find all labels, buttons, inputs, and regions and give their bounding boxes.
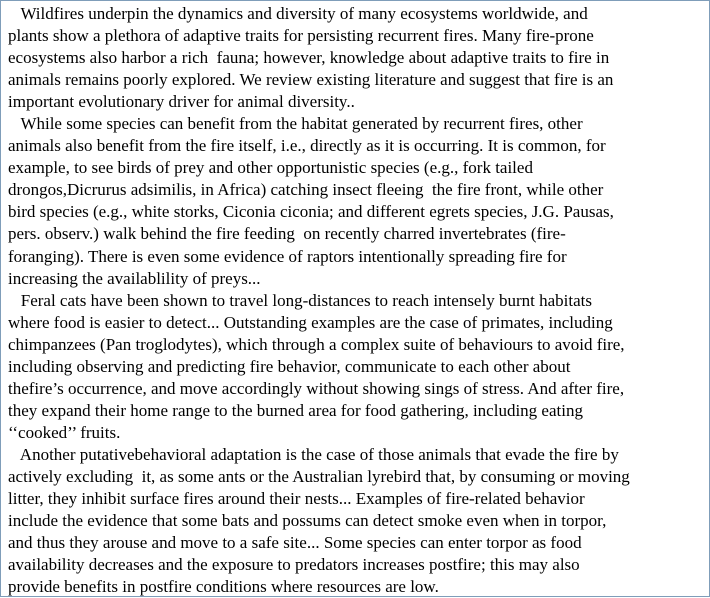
paragraph-3-line-4: including observing and predicting fire behavior, communicate to each other about [8, 356, 571, 376]
paragraph-4-line-2: actively excluding it, as some ants or the Australian lyrebird that, by consuming or moving [8, 466, 630, 486]
paragraph-4-line-3: litter, they inhibit surface fires around their nests... Examples of fire-related behavior [8, 489, 585, 509]
paragraph-3-line-5: thefire’s occurrence, and move accordingly without showing sings of stress. And after fire, [8, 378, 625, 398]
paragraph-4-line-6: availability decreases and the exposure to predators increases postfire; this may also [8, 555, 580, 575]
paragraph-1-line-5: important evolutionary driver for animal diversity.. [8, 92, 355, 112]
paragraph-2-line-4: drongos,Dicrurus adsimilis, in Africa) catching insect fleeing the fire front, while other [8, 180, 604, 200]
paragraph-4-line-7: provide benefits in postfire conditions where resources are low. [8, 577, 439, 597]
paragraph-1-line-4: animals remains poorly explored. We review existing literature and suggest that fire is an [8, 70, 614, 90]
paragraph-3-line-3: chimpanzees (Pan troglodytes), which through a complex suite of behaviours to avoid fire, [8, 334, 625, 354]
paragraph-4-line-5: and thus they arouse and move to a safe site... Some species can enter torpor as food [8, 533, 582, 553]
paragraph-2-line-5: bird species (e.g., white storks, Ciconia ciconia; and different egrets species, J.G. Pausas, [8, 202, 614, 222]
paragraph-3-line-1: Feral cats have been shown to travel long-distances to reach intensely burnt habitats [8, 290, 592, 310]
paragraph-2-line-3: example, to see birds of prey and other opportunistic species (e.g., fork tailed [8, 158, 533, 178]
paragraph-1-line-2: plants show a plethora of adaptive traits for persisting recurrent fires. Many fire-prone [8, 26, 594, 46]
document-body [1, 1, 703, 598]
paragraph-3-line-2: where food is easier to detect... Outstanding examples are the case of primates, including [8, 312, 613, 332]
paragraph-1-line-1: Wildfires underpin the dynamics and diversity of many ecosystems worldwide, and [8, 4, 588, 23]
paragraph-2-line-8: increasing the availablility of preys... [8, 268, 261, 288]
paragraph-3-line-7: ‘‘cooked’’ fruits. [8, 422, 121, 442]
paragraph-2-line-6: pers. observ.) walk behind the fire feeding on recently charred invertebrates (fire- [8, 224, 566, 244]
paragraph-2-line-7: foranging). There is even some evidence of raptors intentionally spreading fire for [8, 246, 567, 266]
paragraph-3-line-6: they expand their home range to the burned area for food gathering, including eating [8, 400, 583, 420]
paragraph-4-line-4: include the evidence that some bats and possums can detect smoke even when in torpor, [8, 511, 607, 531]
paragraph-2-line-1: While some species can benefit from the habitat generated by recurrent fires, other [8, 114, 583, 134]
paragraph-2-line-2: animals also benefit from the fire itself, i.e., directly as it is occurring. It is common, for [8, 136, 606, 156]
paragraph-1-line-3: ecosystems also harbor a rich fauna; however, knowledge about adaptive traits to fire in [8, 48, 610, 68]
paragraph-4-line-1: Another putativebehavioral adaptation is the case of those animals that evade the fire by [8, 444, 619, 464]
